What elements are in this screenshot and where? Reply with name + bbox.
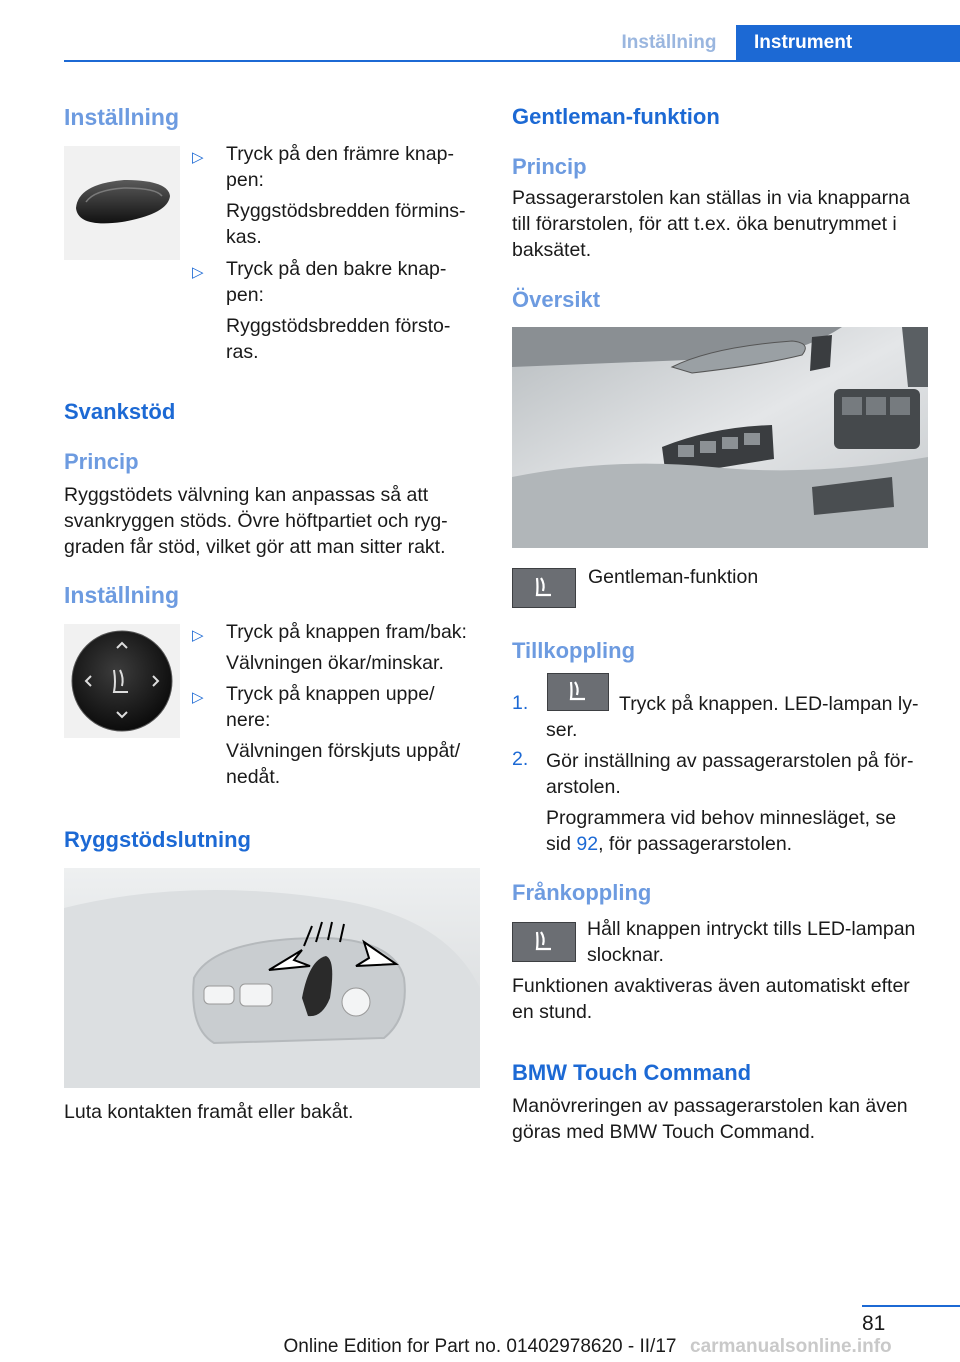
- s1-item2-result: Ryggstödsbredden försto-: [226, 315, 451, 337]
- gentleman-button-icon: [512, 568, 576, 608]
- gentleman-button-icon: [547, 673, 609, 711]
- heading-bmw-touch-command: BMW Touch Command: [512, 1060, 752, 1085]
- step2-number: 2.: [512, 748, 529, 770]
- s2-item2-result-cont: nedåt.: [226, 766, 281, 788]
- bolster-button-photo: [64, 146, 180, 260]
- bullet-triangle-icon: ▷: [192, 149, 204, 166]
- heading-princip-right: Princip: [512, 154, 587, 179]
- s1-item2-action: Tryck på den bakre knap-: [226, 258, 447, 280]
- s1-item1-action: Tryck på den främre knap-: [226, 143, 454, 165]
- seat-switch-photo: [64, 868, 480, 1088]
- frankoppling-after-line1: Funktionen avaktiveras även automatiskt efter: [512, 975, 910, 997]
- s2-item2-action-cont: nere:: [226, 709, 271, 731]
- s1-item1-result-cont: kas.: [226, 226, 262, 248]
- bmw-text-line2: göras med BMW Touch Command.: [512, 1121, 816, 1143]
- step1-number: 1.: [512, 692, 529, 714]
- gentleman-button-label: Gentleman-funktion: [588, 566, 759, 588]
- s1-item1-result: Ryggstödsbredden förmins-: [226, 200, 466, 222]
- step2-note-line2: [546, 831, 792, 857]
- frankoppling-text-cont: slocknar.: [587, 944, 664, 966]
- bullet-triangle-icon: ▷: [192, 689, 204, 706]
- s2-item2-result: Välvningen förskjuts uppåt/: [226, 740, 461, 762]
- heading-svankstod: Svankstöd: [64, 399, 176, 424]
- heading-installning-2: Inställning: [64, 582, 179, 608]
- step1-text-cont: ser.: [546, 719, 578, 741]
- page-number: 81: [862, 1312, 886, 1335]
- princip-left-line3: graden får stöd, vilket gör att man sitter rakt.: [64, 536, 446, 558]
- bullet-triangle-icon: ▷: [192, 264, 204, 281]
- step1-text: Tryck på knappen. LED-lampan ly-: [619, 693, 919, 715]
- step2-note-prefix: sid: [546, 833, 577, 855]
- bullet-triangle-icon: ▷: [192, 627, 204, 644]
- princip-left-line1: Ryggstödets välvning kan anpassas så att: [64, 484, 429, 506]
- princip-right-line2: till förarstolen, för att t.ex. öka benutrymmet i: [512, 213, 897, 235]
- heading-ryggstodslutning: Ryggstödslutning: [64, 827, 251, 852]
- header-section-tab: Inställning: [621, 32, 717, 53]
- s1-item1-action-cont: pen:: [226, 169, 264, 191]
- bmw-text-line1: Manövreringen av passagerarstolen kan även: [512, 1095, 908, 1117]
- lumbar-button-photo: [64, 624, 180, 738]
- s2-item1-result: Välvningen ökar/minskar.: [226, 652, 444, 674]
- princip-right-line3: baksätet.: [512, 239, 592, 261]
- heading-princip-left: Princip: [64, 449, 139, 474]
- step2-note-line1: Programmera vid behov minnesläget, se: [546, 807, 897, 829]
- princip-right-line1: Passagerarstolen kan ställas in via knapparna: [512, 187, 910, 209]
- heading-gentleman: Gentleman-funktion: [512, 104, 720, 129]
- s1-item2-action-cont: pen:: [226, 284, 264, 306]
- heading-tillkoppling: Tillkoppling: [512, 638, 636, 663]
- footer-rule: [862, 1305, 960, 1307]
- s1-item2-result-cont: ras.: [226, 341, 259, 363]
- s2-item1-action: Tryck på knappen fram/bak:: [226, 621, 467, 643]
- frankoppling-text: Håll knappen intryckt tills LED-lampan: [587, 918, 916, 940]
- step2-text: Gör inställning av passagerarstolen på för-: [546, 750, 914, 772]
- gentleman-button-icon: [512, 922, 576, 962]
- footer-edition: Online Edition for Part no. 01402978620 - II/17: [283, 1336, 677, 1357]
- heading-frankoppling: Frånkoppling: [512, 880, 652, 905]
- princip-left-line2: svankryggen stöds. Övre höftpartiet och ryg-: [64, 510, 448, 532]
- frankoppling-after-line2: en stund.: [512, 1001, 593, 1023]
- heading-oversikt: Översikt: [512, 287, 601, 312]
- step2-note-suffix: , för passagerarstolen.: [598, 833, 793, 855]
- page-92-link[interactable]: 92: [576, 833, 599, 855]
- door-panel-photo: [512, 327, 928, 548]
- s2-item2-action: Tryck på knappen uppe/: [226, 683, 435, 705]
- header-chapter-tab: Instrument: [736, 25, 960, 61]
- header-rule: [64, 60, 960, 62]
- watermark: carmanualsonline.info: [690, 1336, 892, 1357]
- heading-installning-1: Inställning: [64, 104, 179, 130]
- seat-photo-caption: Luta kontakten framåt eller bakåt.: [64, 1101, 354, 1123]
- step2-text-cont: arstolen.: [546, 776, 621, 798]
